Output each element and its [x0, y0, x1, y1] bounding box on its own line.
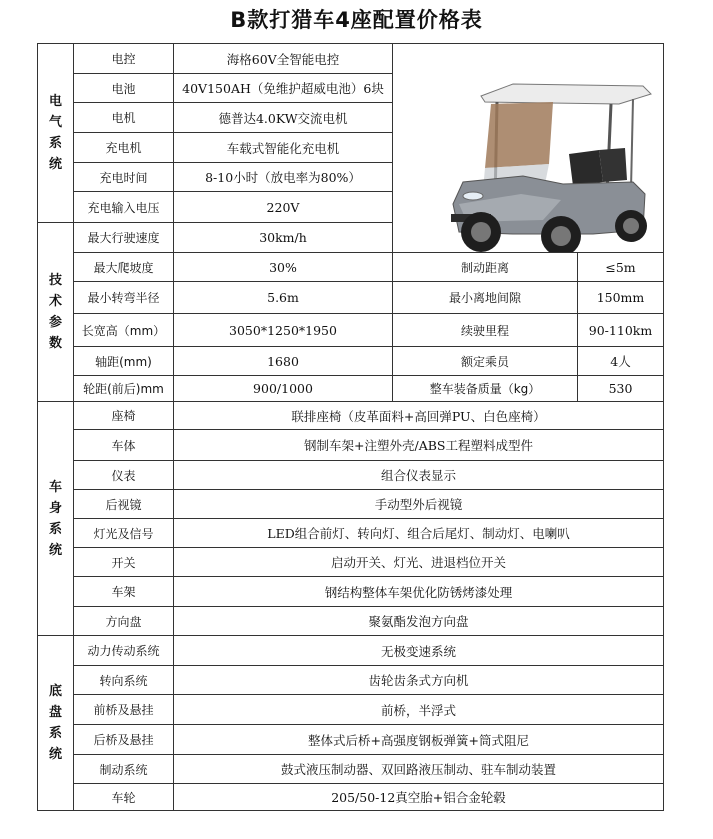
- spec-label: 额定乘员: [393, 347, 578, 376]
- spec-value: 前桥，半浮式: [174, 695, 664, 725]
- section-body: 车身系统: [38, 402, 74, 636]
- spec-label: 开关: [74, 548, 174, 577]
- spec-label: 轴距(mm): [74, 347, 174, 376]
- spec-label: 充电输入电压: [74, 192, 174, 223]
- spec-label: 转向系统: [74, 666, 174, 695]
- spec-value: 30%: [174, 253, 393, 282]
- spec-label: 最小转弯半径: [74, 282, 174, 314]
- spec-label: 整车装备质量（kg）: [393, 376, 578, 402]
- spec-label: 电池: [74, 74, 174, 103]
- spec-label: 座椅: [74, 402, 174, 430]
- spec-value: 齿轮齿条式方向机: [174, 666, 664, 695]
- spec-value: 海格60V全智能电控: [174, 44, 393, 74]
- spec-value: 启动开关、灯光、进退档位开关: [174, 548, 664, 577]
- section-electrical: 电气系统: [38, 44, 74, 223]
- spec-label: 动力传动系统: [74, 636, 174, 666]
- spec-label: 制动系统: [74, 755, 174, 784]
- spec-value: 联排座椅（皮革面料+高回弹PU、白色座椅）: [174, 402, 664, 430]
- spec-label: 充电时间: [74, 163, 174, 192]
- spec-value: 车载式智能化充电机: [174, 133, 393, 163]
- spec-label: 车轮: [74, 784, 174, 811]
- spec-value: LED组合前灯、转向灯、组合后尾灯、制动灯、电喇叭: [174, 519, 664, 548]
- spec-value: 3050*1250*1950: [174, 314, 393, 347]
- spec-value: 90-110km: [578, 314, 664, 347]
- section-chassis: 底盘系统: [38, 636, 74, 811]
- spec-label: 电控: [74, 44, 174, 74]
- spec-value: 4人: [578, 347, 664, 376]
- golf-cart-illustration: [393, 44, 663, 252]
- spec-value: 8-10小时（放电率为80%）: [174, 163, 393, 192]
- spec-value: 鼓式液压制动器、双回路液压制动、驻车制动装置: [174, 755, 664, 784]
- spec-value: 30km/h: [174, 223, 393, 253]
- spec-value: 钢制车架+注塑外壳/ABS工程塑料成型件: [174, 430, 664, 461]
- spec-label: 方向盘: [74, 607, 174, 636]
- spec-label: 车体: [74, 430, 174, 461]
- spec-label: 长宽高（mm）: [74, 314, 174, 347]
- spec-label: 最小离地间隙: [393, 282, 578, 314]
- spec-value: ≤5m: [578, 253, 664, 282]
- spec-value: 900/1000: [174, 376, 393, 402]
- spec-value: 220V: [174, 192, 393, 223]
- spec-value: 205/50-12真空胎+铝合金轮毂: [174, 784, 664, 811]
- spec-value: 40V150AH（免维护超威电池）6块: [174, 74, 393, 103]
- spec-value: 组合仪表显示: [174, 461, 664, 490]
- spec-label: 电机: [74, 103, 174, 133]
- spec-label: 制动距离: [393, 253, 578, 282]
- spec-value: 钢结构整体车架优化防锈烤漆处理: [174, 577, 664, 607]
- spec-label: 充电机: [74, 133, 174, 163]
- vehicle-image: [393, 44, 664, 253]
- spec-value: 聚氨酯发泡方向盘: [174, 607, 664, 636]
- spec-value: 手动型外后视镜: [174, 490, 664, 519]
- page-title: B款打猎车4座配置价格表: [230, 8, 483, 32]
- spec-label: 灯光及信号: [74, 519, 174, 548]
- spec-label: 最大行驶速度: [74, 223, 174, 253]
- spec-label: 仪表: [74, 461, 174, 490]
- spec-label: 轮距(前后)mm: [74, 376, 174, 402]
- section-technical: 技术参数: [38, 223, 74, 402]
- spec-label: 续驶里程: [393, 314, 578, 347]
- spec-value: 整体式后桥+高强度钢板弹簧+筒式阻尼: [174, 725, 664, 755]
- spec-label: 最大爬坡度: [74, 253, 174, 282]
- spec-label: 后桥及悬挂: [74, 725, 174, 755]
- spec-value: 德普达4.0KW交流电机: [174, 103, 393, 133]
- spec-value: 530: [578, 376, 664, 402]
- spec-value: 5.6m: [174, 282, 393, 314]
- spec-label: 后视镜: [74, 490, 174, 519]
- spec-value: 无极变速系统: [174, 636, 664, 666]
- spec-value: 1680: [174, 347, 393, 376]
- spec-table: [37, 43, 664, 811]
- spec-value: 150mm: [578, 282, 664, 314]
- spec-label: 车架: [74, 577, 174, 607]
- spec-label: 前桥及悬挂: [74, 695, 174, 725]
